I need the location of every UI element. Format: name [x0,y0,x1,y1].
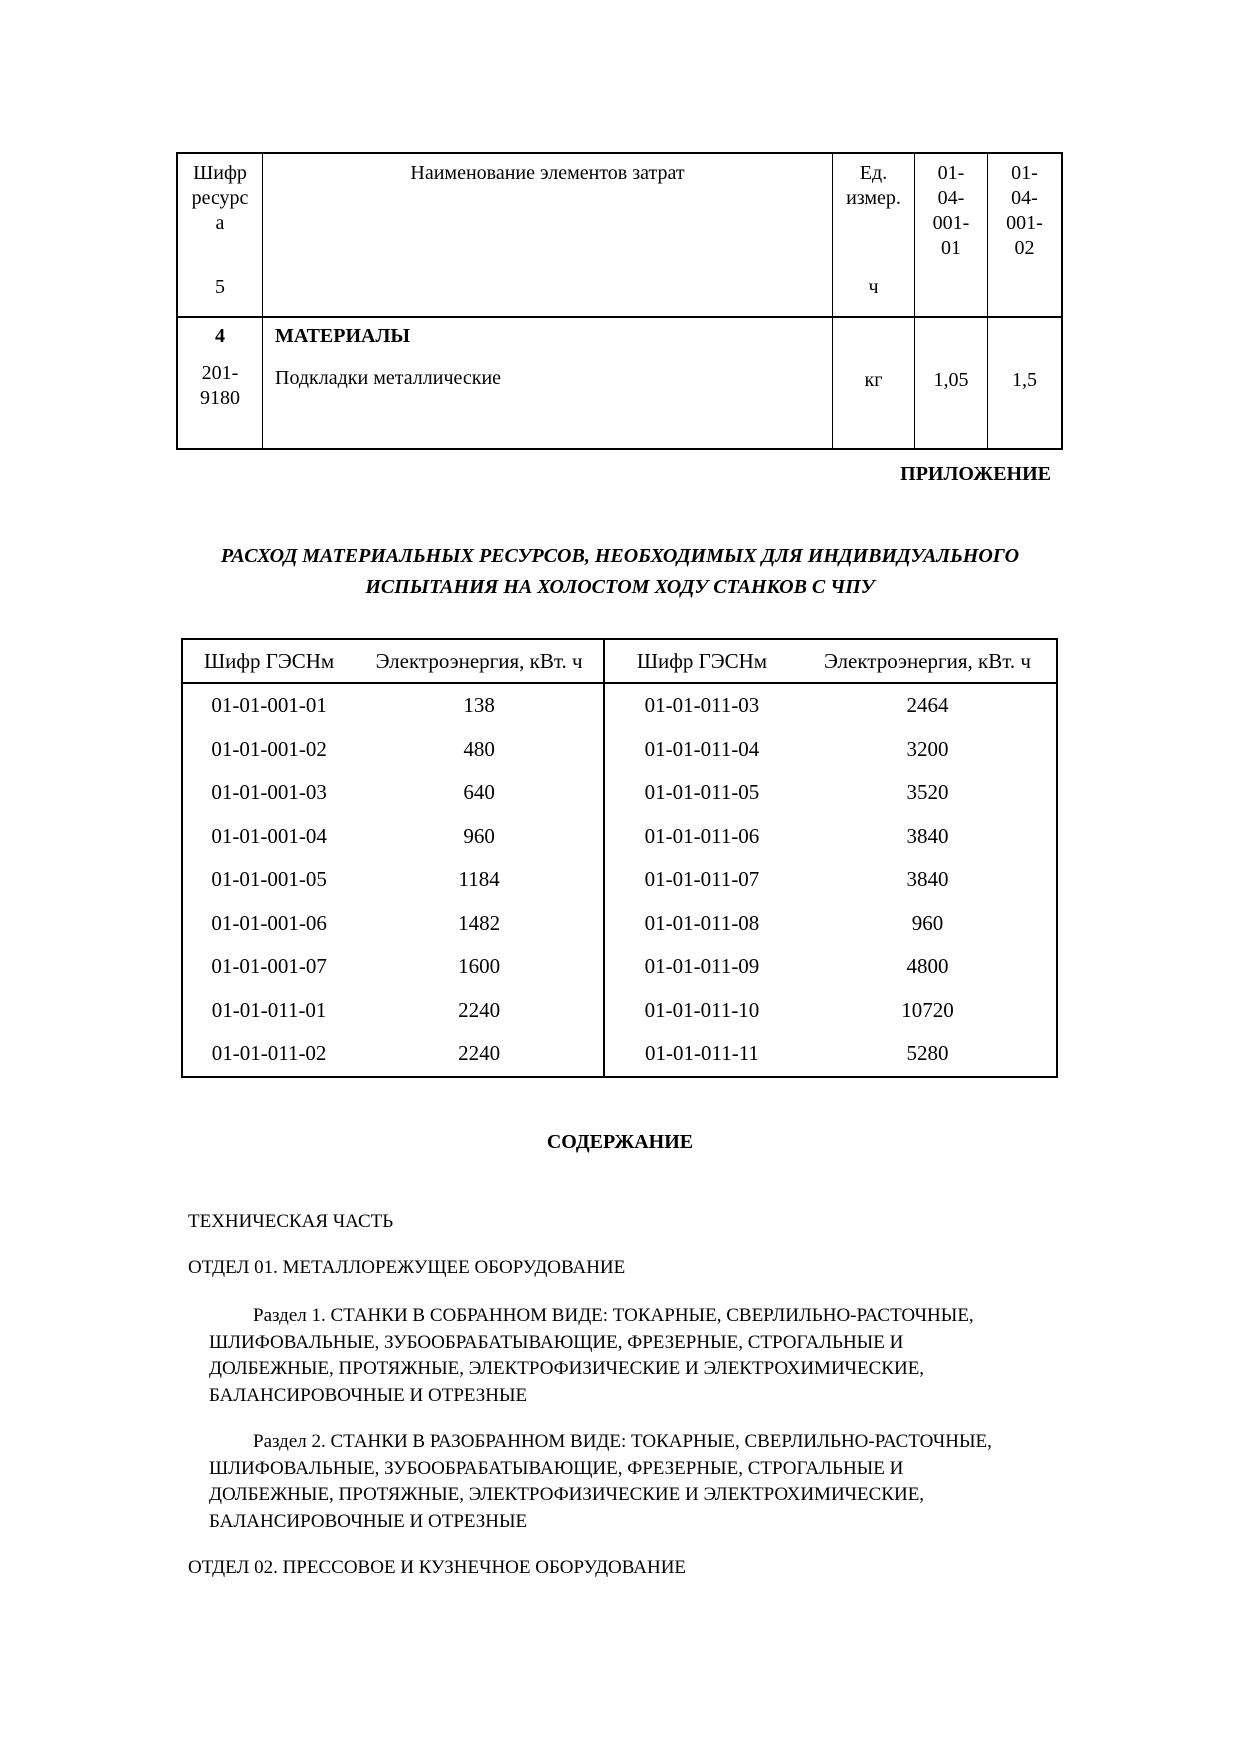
code-column-header: Шифр ГЭСНм [636,648,768,673]
contents-heading: СОДЕРЖАНИЕ [546,1131,694,1153]
energy-table-right-half [605,640,1056,1076]
value-column-header: Электроэнергия, кВт. ч [823,648,1031,673]
energy-value: 2240 [458,997,501,1022]
energy-value: 3840 [906,867,949,892]
table-row [605,945,1056,989]
energy-value: 2240 [458,1041,501,1066]
table-row [605,1032,1056,1076]
gesn-code: 01-01-001-05 [211,867,327,892]
gesn-code: 01-01-011-03 [644,693,760,718]
table-row [183,815,603,859]
toc-chapter-1: Раздел 1. СТАНКИ В СОБРАННОМ ВИДЕ: ТОКАРНЫЕ, СВЕРЛИЛЬНО-РАСТОЧНЫЕ, ШЛИФОВАЛЬНЫЕ, ЗУБООБРАБАТЫВАЮЩИЕ, ФРЕЗЕРНЫЕ, СТРОГАЛЬНЫЕ И ДОЛБЕЖНЫЕ, ПРОТЯЖНЫЕ, ЭЛЕКТРОФИЗИЧЕСКИЕ И ЭЛЕКТРОХИМИЧЕСКИЕ, БАЛАНСИРОВОЧНЫЕ И ОТРЕЗНЫЕ [209,1305,974,1406]
resource-name: Подкладки металлические [275,367,502,389]
toc-technical-part: ТЕХНИЧЕСКАЯ ЧАСТЬ [188,1211,394,1232]
gesn-code: 01-01-011-04 [644,736,760,761]
table-row [183,858,603,902]
energy-table-right-header [605,640,1056,684]
table-row [183,728,603,772]
cost-table-row-unit-cell: кг [833,318,915,448]
energy-value: 3520 [906,780,949,805]
toc-section-02: ОТДЕЛ 02. ПРЕССОВОЕ И КУЗНЕЧНОЕ ОБОРУДОВАНИЕ [188,1557,687,1578]
cost-table-row-name-cell [263,318,833,448]
gesn-code: 01-01-001-04 [211,823,327,848]
gesn-code: 01-01-001-06 [211,910,327,935]
energy-table-left-header [183,640,603,684]
resource-code: 201-9180 [200,362,240,409]
gesn-code: 01-01-001-07 [211,954,327,979]
gesn-code: 01-01-011-06 [644,823,760,848]
cost-table-header-unit [833,154,915,318]
code-column-header: Шифр ГЭСНм [203,648,335,673]
value-column-header: Электроэнергия, кВт. ч [375,648,583,673]
appendix-title: РАСХОД МАТЕРИАЛЬНЫХ РЕСУРСОВ, НЕОБХОДИМЫХ ДЛЯ ИНДИВИДУАЛЬНОГО ИСПЫТАНИЯ НА ХОЛОСТОМ ХОДУ СТАНКОВ С ЧПУ [220,545,1020,598]
table-row [183,902,603,946]
gesn-code: 01-01-011-01 [211,997,327,1022]
resource-code-header-note: 5 [215,276,225,298]
energy-value: 960 [911,910,944,935]
appendix-label: ПРИЛОЖЕНИЕ [900,463,1051,485]
energy-value: 3840 [906,823,949,848]
unit-header-label: Ед. измер. [846,162,901,209]
energy-value: 5280 [906,1041,949,1066]
energy-value: 640 [463,780,495,805]
table-row [183,1032,603,1076]
table-row [605,771,1056,815]
table-of-contents [188,1209,1038,1581]
gesn-code: 01-01-001-03 [211,780,327,805]
energy-value: 4800 [906,954,949,979]
gesn-code: 01-01-011-07 [644,867,760,892]
cost-table-row-value-2: 1,5 [1012,369,1037,391]
cost-table-row-value-1: 1,05 [915,318,988,448]
unit-header-note: ч [868,276,879,298]
cost-table-header-resource-code [178,154,263,318]
energy-value: 2464 [906,693,949,718]
cost-table-header-estimate-1: 01-04-001-01 [915,154,988,318]
cost-table-header-name: Наименование элементов затрат [263,154,833,318]
table-row [605,989,1056,1033]
table-row [183,771,603,815]
gesn-code: 01-01-001-02 [211,736,327,761]
toc-chapter-2: Раздел 2. СТАНКИ В РАЗОБРАННОМ ВИДЕ: ТОКАРНЫЕ, СВЕРЛИЛЬНО-РАСТОЧНЫЕ, ШЛИФОВАЛЬНЫЕ, ЗУБООБРАБАТЫВАЮЩИЕ, ФРЕЗЕРНЫЕ, СТРОГАЛЬНЫЕ И ДОЛБЕЖНЫЕ, ПРОТЯЖНЫЕ, ЭЛЕКТРОФИЗИЧЕСКИЕ И ЭЛЕКТРОХИМИЧЕСКИЕ, БАЛАНСИРОВОЧНЫЕ И ОТРЕЗНЫЕ [209,1431,992,1532]
table-row [183,945,603,989]
gesn-code: 01-01-011-11 [645,1041,759,1066]
energy-value: 480 [463,736,495,761]
cost-table-header-estimate-2: 01-04-001-02 [988,154,1061,318]
table-row [605,858,1056,902]
table-row [605,815,1056,859]
cost-table [176,152,1063,450]
cost-table-row-code-cell [178,318,263,448]
energy-value: 960 [463,823,495,848]
energy-value: 10720 [901,997,954,1022]
table-row [605,728,1056,772]
gesn-code: 01-01-011-05 [644,780,760,805]
energy-value: 1600 [458,954,501,979]
table-row [183,989,603,1033]
toc-section-01: ОТДЕЛ 01. МЕТАЛЛОРЕЖУЩЕЕ ОБОРУДОВАНИЕ [188,1257,626,1278]
section-title: МАТЕРИАЛЫ [275,325,410,347]
gesn-code: 01-01-011-09 [644,954,760,979]
section-number: 4 [215,325,225,347]
energy-value: 1482 [458,910,501,935]
energy-table [181,638,1058,1078]
table-row [605,684,1056,728]
gesn-code: 01-01-011-08 [644,910,760,935]
table-row [605,902,1056,946]
table-row [183,684,603,728]
energy-value: 3200 [906,736,949,761]
energy-value: 1184 [458,867,500,892]
gesn-code: 01-01-011-02 [211,1041,327,1066]
resource-code-header-label: Шифр ресурса [191,162,249,234]
energy-value: 138 [463,693,495,718]
energy-table-left-half [183,640,605,1076]
gesn-code: 01-01-001-01 [211,693,327,718]
gesn-code: 01-01-011-10 [644,997,760,1022]
